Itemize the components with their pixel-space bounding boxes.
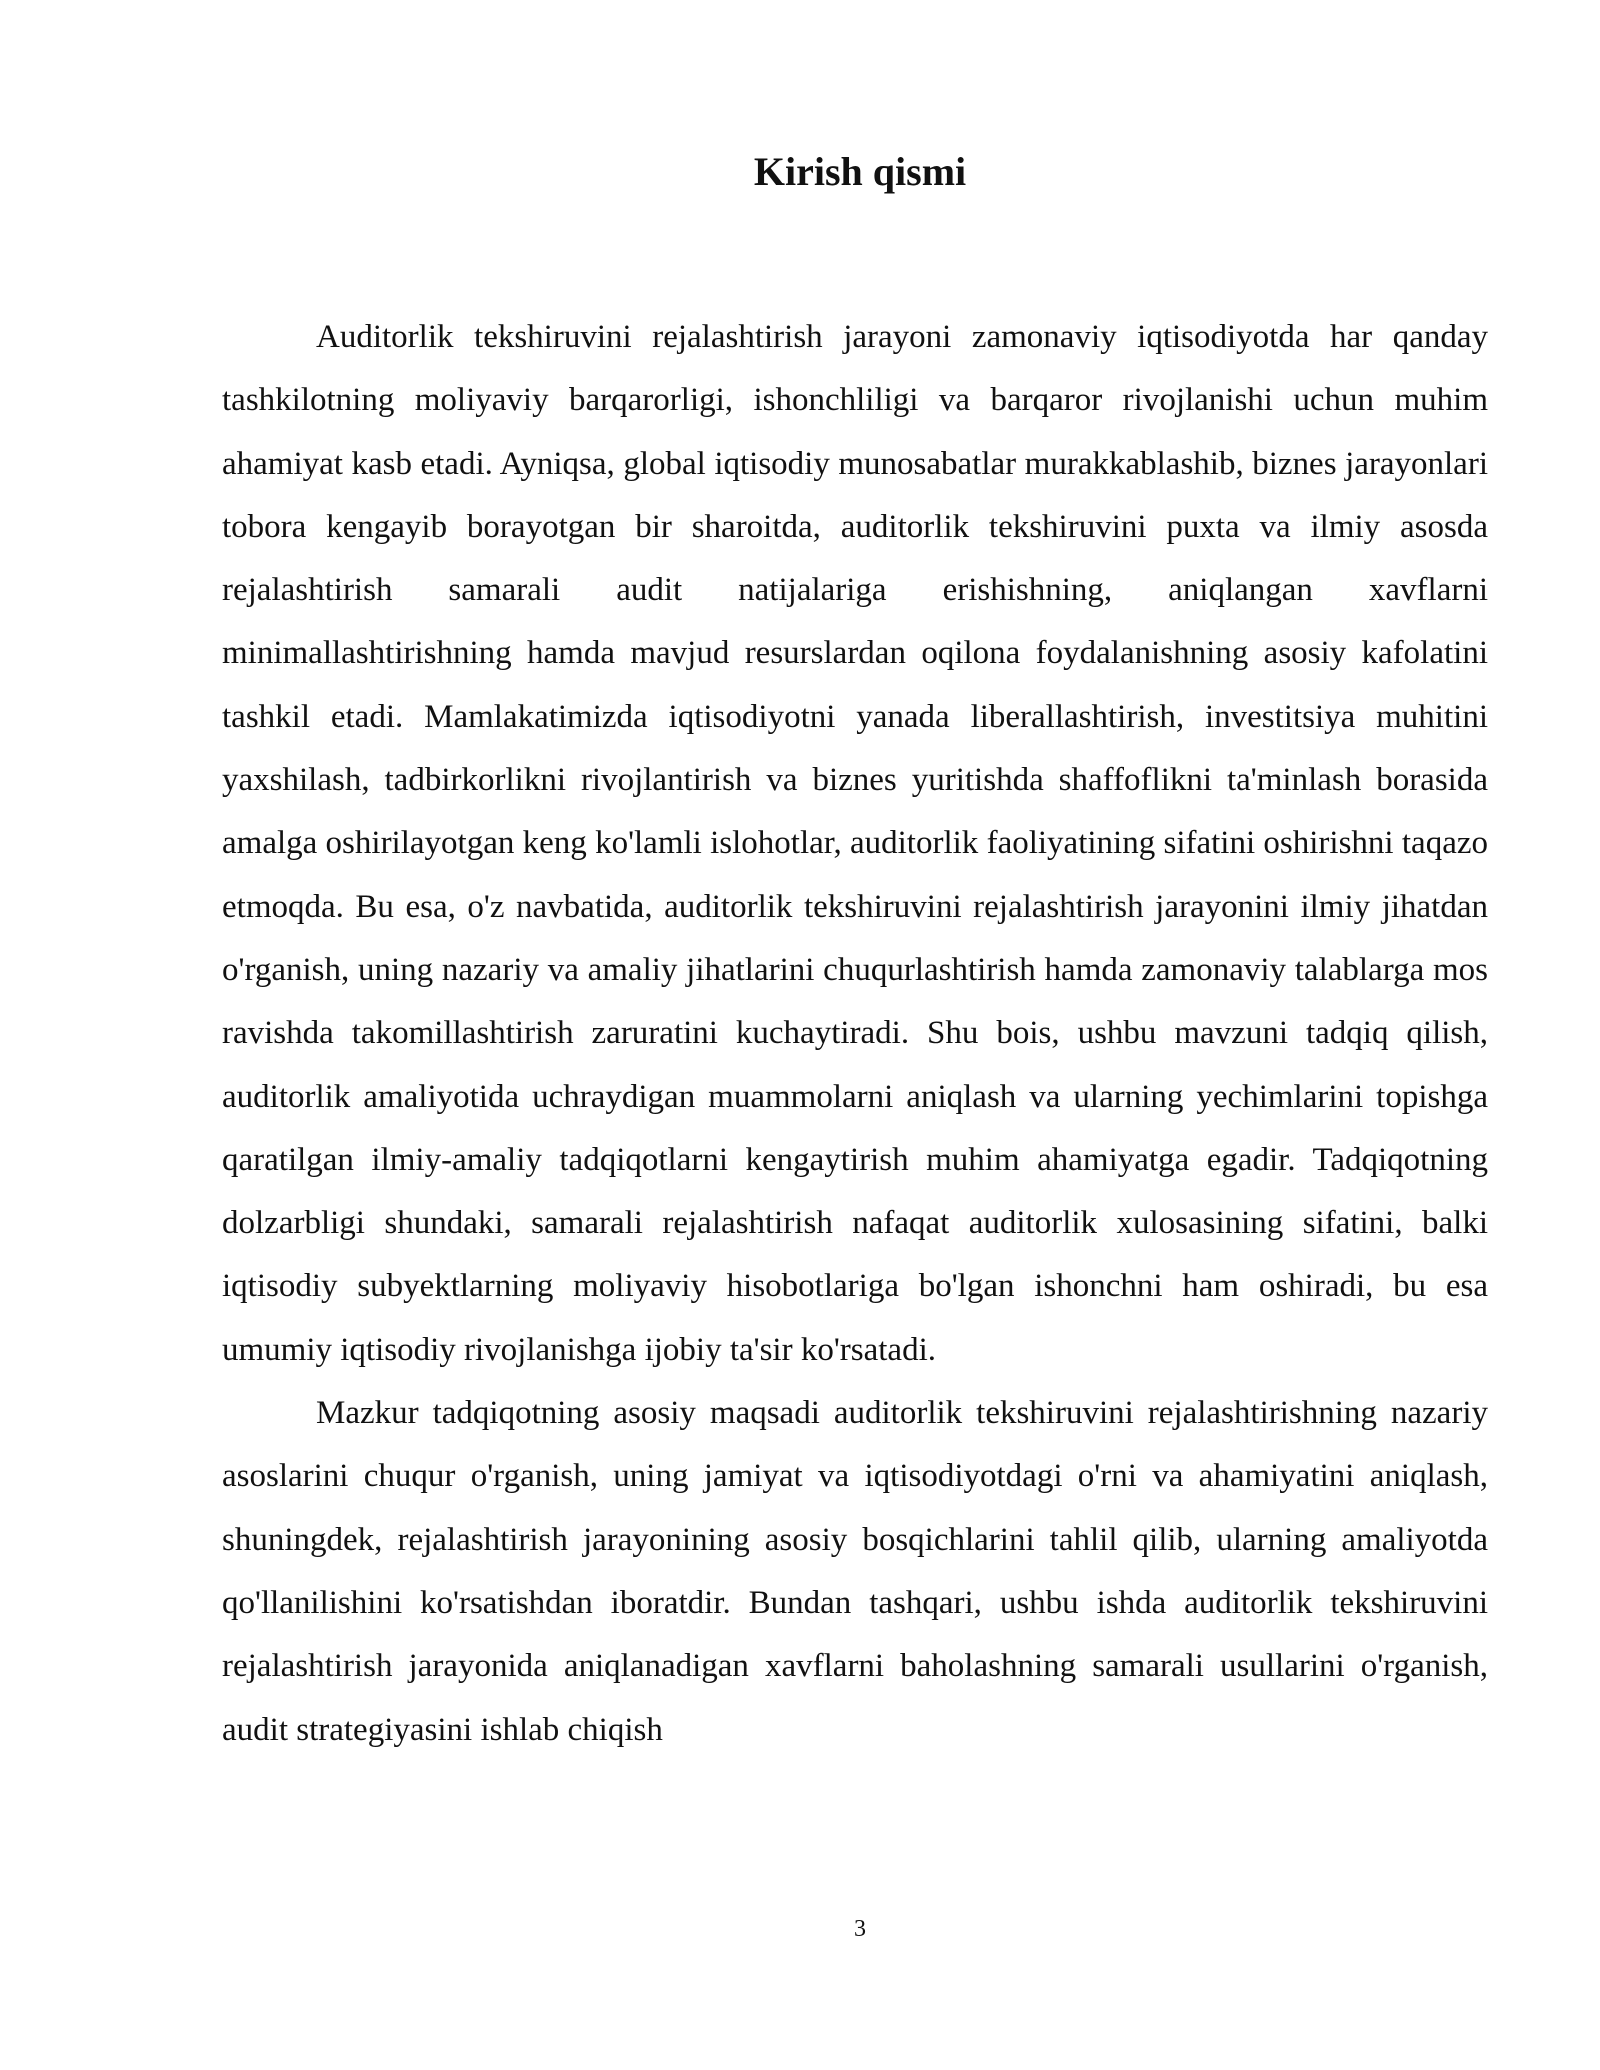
paragraph-objective: Mazkur tadqiqotning asosiy maqsadi auditorlik tekshiruvini rejalashtirishning nazariy asoslarini chuqur o'rganish, uning jamiyat va iqtisodiyotdagi o'rni va ahamiyatini aniqlash, shuningdek, rejalashtirish jarayonining asosiy bosqichlarini tahlil qilib, ularning amaliyotda qo'llanilishini ko'rsatishdan iboratdir. Bundan tashqari, ushbu ishda auditorlik tekshiruvini rejalashtirish jarayonida aniqlanadigan xavflarni baholashning samarali usullarini o'rganish, audit strategiyasini ishlab chiqish — [222, 1395, 1488, 1748]
body-text — [222, 306, 1488, 1762]
page-number: 3 — [854, 1916, 866, 1942]
section-title: Kirish qismi — [753, 149, 967, 194]
paragraph-relevance: Auditorlik tekshiruvini rejalashtirish jarayoni zamonaviy iqtisodiyotda har qanday tashkilotning moliyaviy barqarorligi, ishonchliligi va barqaror rivojlanishi uchun muhim ahamiyat kasb etadi. Ayniqsa, global iqtisodiy munosabatlar murakkablashib, biznes jarayonlari tobora kengayib borayotgan bir sharoitda, auditorlik tekshiruvini puxta va ilmiy asosda rejalashtirish samarali audit natijalariga erishishning, aniqlangan xavflarni minimallashtirishning hamda mavjud resurslardan oqilona foydalanishning asosiy kafolatini tashkil etadi. Mamlakatimizda iqtisodiyotni yanada liberallashtirish, investitsiya muhitini yaxshilash, tadbirkorlikni rivojlantirish va biznes yuritishda shaffoflikni ta'minlash borasida amalga oshirilayotgan keng ko'lamli islohotlar, auditorlik faoliyatining sifatini oshirishni taqazo etmoqda. Bu esa, o'z navbatida, auditorlik tekshiruvini rejalashtirish jarayonini ilmiy jihatdan o'rganish, uning nazariy va amaliy jihatlarini chuqurlashtirish hamda zamonaviy talablarga mos ravishda takomillashtirish zaruratini kuchaytiradi. Shu bois, ushbu mavzuni tadqiq qilish, auditorlik amaliyotida uchraydigan muammolarni aniqlash va ularning yechimlarini topishga qaratilgan ilmiy-amaliy tadqiqotlarni kengaytirish muhim ahamiyatga egadir. Tadqiqotning dolzarbligi shundaki, samarali rejalashtirish nafaqat auditorlik xulosasining sifatini, balki iqtisodiy subyektlarning moliyaviy hisobotlariga bo'lgan ishonchni ham oshiradi, bu esa umumiy iqtisodiy rivojlanishga ijobiy ta'sir ko'rsatadi. — [222, 319, 1488, 1368]
